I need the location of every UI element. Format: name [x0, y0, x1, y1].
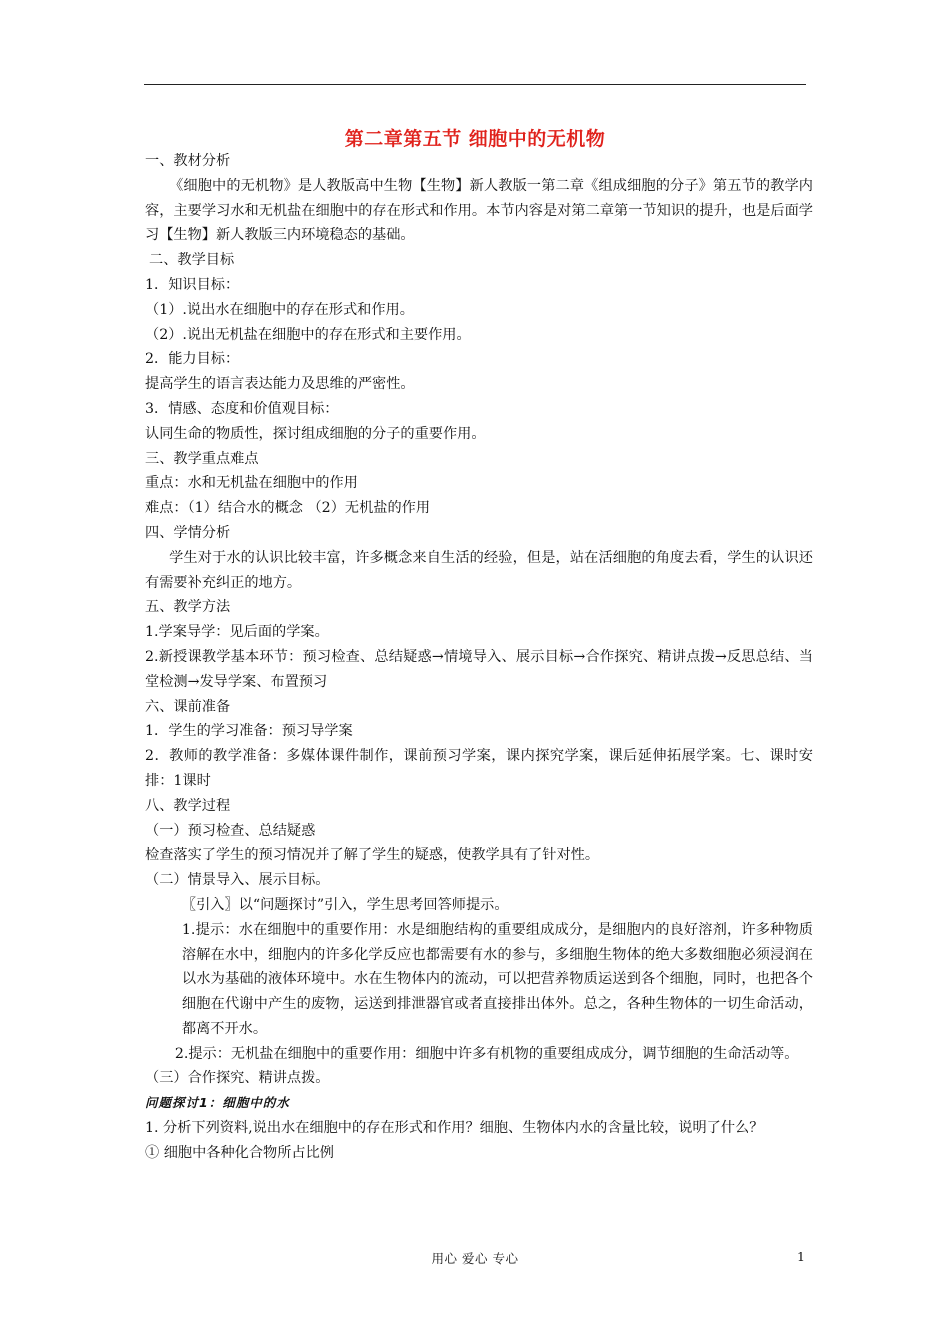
paragraph: 提高学生的语言表达能力及思维的严密性。 — [145, 376, 415, 393]
subheading: 1．知识目标： — [145, 276, 240, 293]
document-body — [145, 149, 813, 1166]
section-heading: 二、教学目标 — [149, 252, 235, 269]
section-heading: 三、教学重点难点 — [145, 450, 259, 467]
paragraph: 重点：水和无机盐在细胞中的作用 — [145, 475, 358, 492]
handwritten-heading: 问题探讨1：细胞中的水 — [145, 1095, 290, 1111]
question: 1. 分析下列资料,说出水在细胞中的存在形式和作用？细胞、生物体内水的含量比较，说明了什么？ — [145, 1120, 764, 1137]
paragraph: 学生对于水的认识比较丰富，许多概念来自生活的经验，但是，站在活细胞的角度去看，学生的认识还有需要补充纠正的地方。 — [145, 549, 813, 591]
subheading: （一）预习检查、总结疑惑 — [145, 822, 316, 839]
list-item: 2．教师的教学准备：多媒体课件制作，课前预习学案，课内探究学案，课后延伸拓展学案。七、课时安排：1课时 — [145, 748, 813, 789]
subheading: 2．能力目标： — [145, 351, 240, 368]
subheading: （二）情景导入、展示目标。 — [145, 872, 330, 889]
list-item: ① 细胞中各种化合物所占比例 — [145, 1144, 334, 1161]
section-heading: 一、教材分析 — [145, 153, 231, 169]
section-heading: 四、学情分析 — [145, 524, 231, 541]
footer-motto: 用心 爱心 专心 — [431, 1251, 519, 1266]
subheading: （三）合作探究、精讲点拨。 — [145, 1070, 330, 1087]
paragraph: 《细胞中的无机物》是人教版高中生物【生物】新人教版一第二章《组成细胞的分子》第五节的教学内容，主要学习水和无机盐在细胞中的存在形式和作用。本节内容是对第二章第一节知识的提升，也是后面学习【生物】新人教版三内环境稳态的基础。 — [145, 177, 813, 244]
paragraph: 〖引入〗以“问题探讨”引入，学生思考回答师提示。 — [181, 896, 509, 913]
list-item: （1）.说出水在细胞中的存在形式和作用。 — [145, 301, 414, 318]
list-item: （2）.说出无机盐在细胞中的存在形式和主要作用。 — [145, 326, 471, 343]
list-item: 2.新授课教学基本环节：预习检查、总结疑惑→情境导入、展示目标→合作探究、精讲点拨→反思总结、当堂检测→发导学案、布置预习 — [145, 648, 813, 690]
document-title: 第二章第五节 细胞中的无机物 — [344, 128, 606, 150]
section-heading: 八、教学过程 — [145, 797, 231, 814]
paragraph: 检查落实了学生的预习情况并了解了学生的疑惑，使教学具有了针对性。 — [145, 847, 600, 864]
paragraph: 1.提示：水在细胞中的重要作用：水是细胞结构的重要组成成分，是细胞内的良好溶剂，许多种物质溶解在水中，细胞内的许多化学反应也都需要有水的参与，多细胞生物体的绝大多数细胞必须浸润在以水为基础的液体环境中。水在生物体内的流动，可以把营养物质运送到各个细胞，同时，也把各个细胞在代谢中产生的废物，运送到排泄器官或者直接排出体外。总之，各种生物体的一切生命活动，都离不开水。 — [181, 921, 813, 1037]
section-heading: 五、教学方法 — [145, 599, 231, 616]
paragraph: 难点：（1）结合水的概念 （2）无机盐的作用 — [145, 500, 431, 517]
list-item: 1.学案导学：见后面的学案。 — [145, 624, 329, 641]
page-number: 1 — [797, 1249, 805, 1264]
paragraph: 2.提示：无机盐在细胞中的重要作用：细胞中许多有机物的重要组成成分，调节细胞的生命活动等。 — [174, 1045, 799, 1062]
paragraph: 认同生命的物质性，探讨组成细胞的分子的重要作用。 — [145, 425, 486, 442]
subheading: 3．情感、态度和价值观目标： — [145, 400, 339, 417]
section-heading: 六、课前准备 — [145, 698, 231, 715]
header-rule — [144, 84, 806, 85]
list-item: 1．学生的学习准备：预习导学案 — [145, 723, 353, 740]
